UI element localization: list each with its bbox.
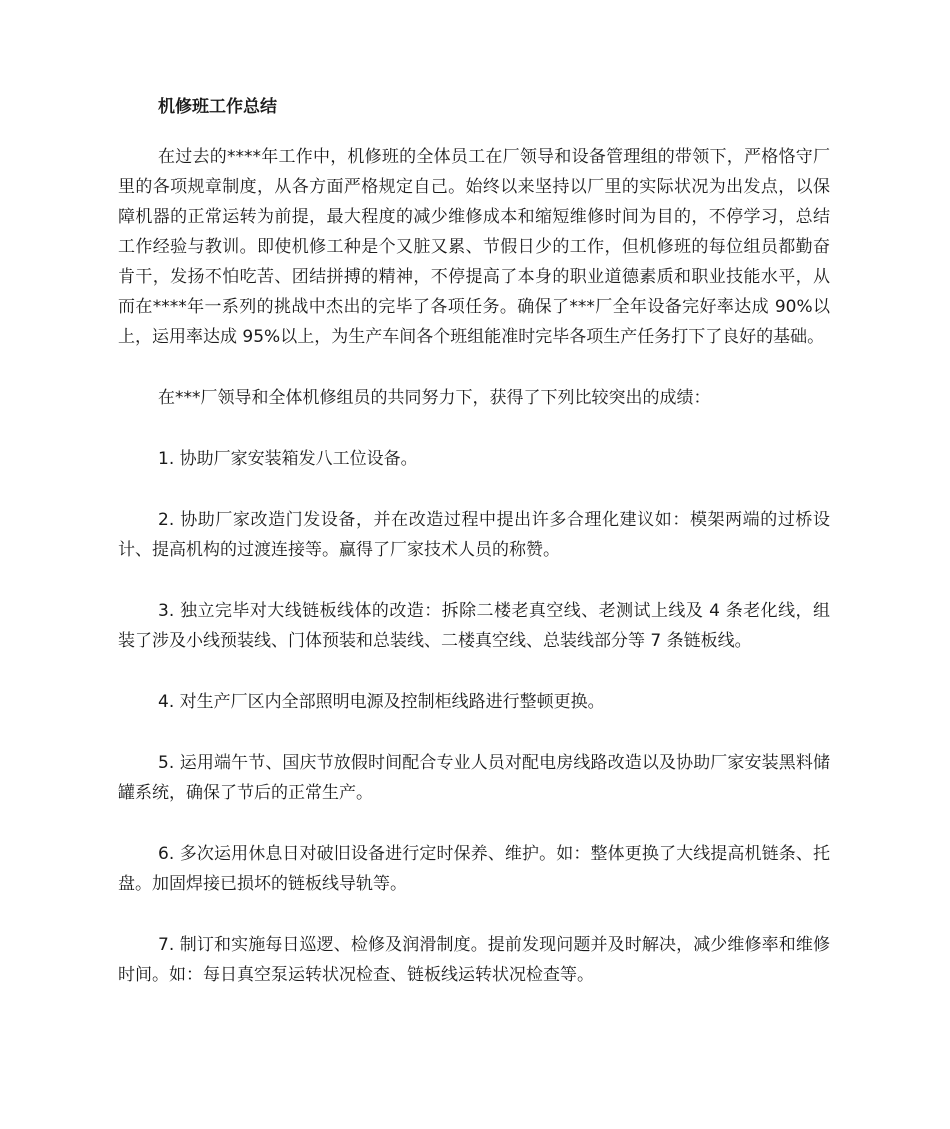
document-body <box>118 92 830 1021</box>
achievement-item-6: 6. 多次运用休息日对破旧设备进行定时保养、维护。如：整体更换了大线提高机链条、托盘。加固焊接已损坏的链板线导轨等。 <box>118 844 830 894</box>
achievement-item-2: 2. 协助厂家改造门发设备，并在改造过程中提出许多合理化建议如：模架两端的过桥设计、提高机构的过渡连接等。赢得了厂家技术人员的称赞。 <box>118 510 830 560</box>
achievement-item-7: 7. 制订和实施每日巡逻、检修及润滑制度。提前发现问题并及时解决，减少维修率和维修时间。如：每日真空泵运转状况检查、链板线运转状况检查等。 <box>118 935 830 985</box>
achievement-item-3: 3. 独立完毕对大线链板线体的改造：拆除二楼老真空线、老测试上线及 4 条老化线，组装了涉及小线预装线、门体预装和总装线、二楼真空线、总装线部分等 7 条链板线。 <box>118 601 830 651</box>
achievement-item-4: 4. 对生产厂区内全部照明电源及控制柜线路进行整顿更换。 <box>158 692 605 712</box>
achievements-intro-paragraph: 在***厂领导和全体机修组员的共同努力下，获得了下列比较突出的成绩： <box>158 388 711 408</box>
document-title: 机修班工作总结 <box>158 97 277 117</box>
intro-paragraph: 在过去的****年工作中，机修班的全体员工在厂领导和设备管理组的带领下，严格恪守厂里的各项规章制度，从各方面严格规定自己。始终以来坚持以厂里的实际状况为出发点，以保障机器的正常运转为前提，最大程度的减少维修成本和缩短维修时间为目的，不停学习，总结工作经验与教训。即使机修工种是个又脏又累、节假日少的工作，但机修班的每位组员都勤奋肯干，发扬不怕吃苦、团结拼搏的精神，不停提高了本身的职业道德素质和职业技能水平，从而在****年一系列的挑战中杰出的完毕了各项任务。确保了***厂全年设备完好率达成 90%以上，运用率达成 95%以上，为生产车间各个班组能准时完毕各项生产任务打下了良好的基础。 <box>118 147 830 347</box>
achievement-item-1: 1. 协助厂家安装箱发八工位设备。 <box>158 449 418 469</box>
achievement-item-5: 5. 运用端午节、国庆节放假时间配合专业人员对配电房线路改造以及协助厂家安装黑料储罐系统，确保了节后的正常生产。 <box>118 753 830 803</box>
